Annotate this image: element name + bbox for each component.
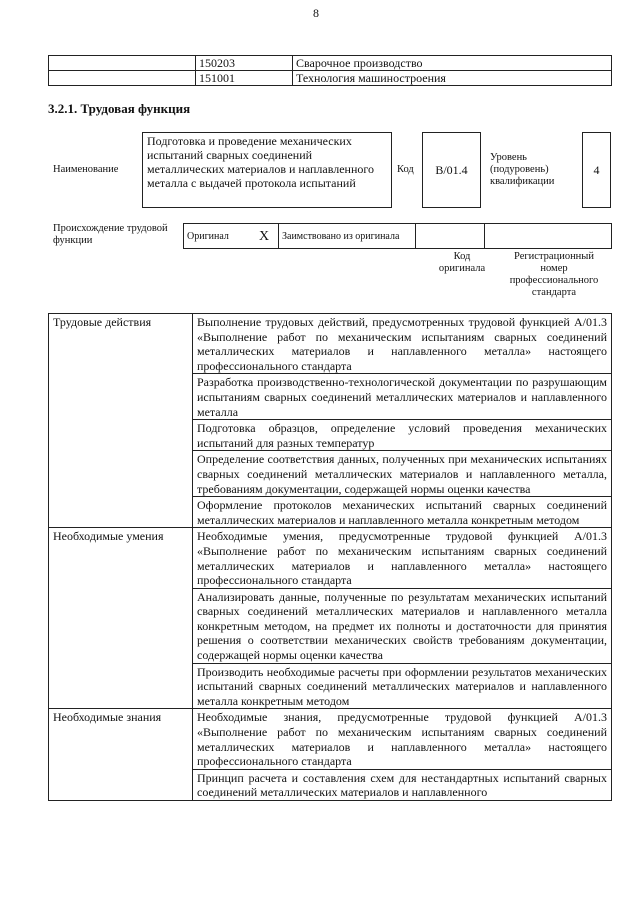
code-original-caption: Код оригинала (438, 251, 486, 274)
origin-table (183, 223, 612, 249)
original-mark: X (250, 224, 279, 249)
row-text: Определение соответствия данных, полученных при механических испытаниях сварных соединений металлических материалов и наплавленного металла, требованиям документации, содержащей нормы оценки качества (193, 451, 612, 497)
code-original-cell (416, 224, 485, 249)
row-heading: Трудовые действия (49, 314, 193, 528)
row-text: Подготовка образцов, определение условий проведения механических испытаний для разных температур (193, 420, 612, 451)
row-text: Принцип расчета и составления схем для нестандартных испытаний сварных соединений металлических материалов и наплавленного (193, 769, 612, 800)
row-text: Анализировать данные, полученные по результатам механических испытаний сварных соединений металлических материалов и наплавленного металла конкретным методом, на предмет их полноты и достаточности для принятия решения о соответствии механических свойств требованиям документации, содержащей нормы оценки качества (193, 588, 612, 663)
reg-number-caption: Регистрационный номер профессионального стандарта (509, 251, 599, 298)
code-cell: 150203 (196, 56, 293, 71)
function-code-value: B/01.4 (435, 162, 468, 177)
table-row (184, 224, 612, 249)
table-row (49, 709, 612, 769)
row-text: Оформление протоколов механических испытаний сварных соединений металлических материалов и наплавленного металла конкретным методом (193, 497, 612, 528)
original-label: Оригинал (184, 224, 251, 249)
row-text: Необходимые умения, предусмотренные трудовой функцией А/01.3 «Выполнение работ по механическим испытаниям сварных соединений металлических материалов и наплавленного металла» настоящего профессионального стандарта (193, 528, 612, 588)
row-heading: Необходимые умения (49, 528, 193, 709)
reg-number-cell (485, 224, 612, 249)
level-box (582, 132, 611, 208)
functions-table (48, 313, 612, 801)
function-name-box: Подготовка и проведение механических испытаний сварных соединений металлических материалов и наплавленного металла с выдачей протокола испытаний (142, 132, 392, 208)
table-row (49, 71, 612, 86)
function-code-box (422, 132, 481, 208)
row-heading: Необходимые знания (49, 709, 193, 801)
code-label: Код (397, 164, 414, 175)
codes-table (48, 55, 612, 86)
code-cell: 151001 (196, 71, 293, 86)
borrowed-label: Заимствовано из оригинала (279, 224, 416, 249)
name-cell: Сварочное производство (293, 56, 612, 71)
origin-label: Происхождение трудовой функции (53, 223, 168, 246)
table-row (49, 528, 612, 588)
name-cell: Технология машиностроения (293, 71, 612, 86)
level-label: Уровень (подуровень) квалификации (490, 152, 555, 187)
table-row (49, 314, 612, 374)
row-text: Выполнение трудовых действий, предусмотренных трудовой функцией А/01.3 «Выполнение работ по механическим испытаниям сварных соединений металлических материалов и наплавленного металла» настоящего профессионального стандарта (193, 314, 612, 374)
level-value: 4 (593, 162, 600, 177)
row-text: Необходимые знания, предусмотренные трудовой функцией А/01.3 «Выполнение работ по механическим испытаниям сварных соединений металлических материалов и наплавленного металла» настоящего профессионального стандарта (193, 709, 612, 769)
row-text: Разработка производственно-технологической документации по разрушающим испытаниям сварных соединений металлических материалов и наплавленного металла (193, 374, 612, 420)
name-label: Наименование (53, 164, 119, 175)
row-text: Производить необходимые расчеты при оформлении результатов механических испытаний сварных соединений металлических материалов и наплавленного металла конкретным методом (193, 663, 612, 709)
page-number: 8 (313, 6, 319, 20)
section-title: 3.2.1. Трудовая функция (48, 101, 191, 116)
table-row (49, 56, 612, 71)
